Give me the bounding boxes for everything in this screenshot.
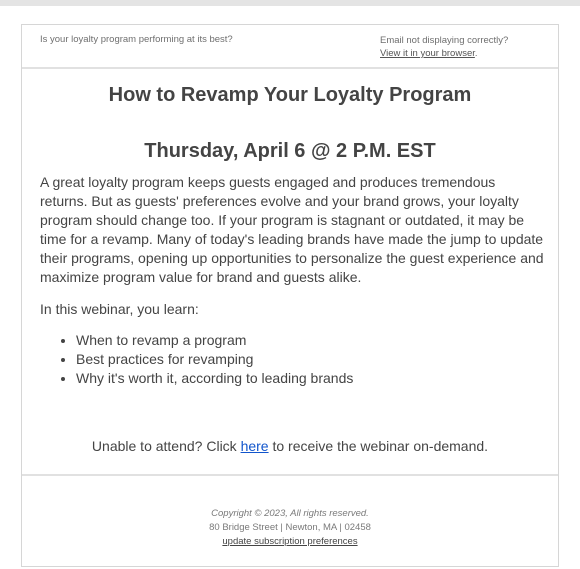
header-divider [22,67,558,69]
on-demand-cta [22,438,558,454]
cta-prefix: Unable to attend? Click [91,438,241,454]
email-container [21,24,559,567]
view-in-browser-line [380,47,508,60]
address-text: 80 Bridge Street | Newton, MA | 02458 [209,522,371,533]
top-bar [0,0,580,6]
learn-list [40,331,353,388]
view-in-browser-link[interactable]: View it in your browser [380,48,475,59]
view-in-browser-suffix: . [474,48,478,59]
view-in-browser-block [380,34,508,60]
cta-suffix: to receive the webinar on-demand. [268,438,489,454]
preheader-teaser: Is your loyalty program performing at its best? [40,34,233,45]
copyright-text: Copyright © 2023, All rights reserved. [211,508,369,519]
learn-intro: In this webinar, you learn: [40,301,199,317]
list-item: • Best practices for revamping [76,350,353,369]
subscription-preferences-link[interactable]: update subscription preferences [222,536,358,547]
email-issue-text: Email not displaying correctly? [380,35,509,46]
footer-divider [22,474,558,476]
webinar-date: Thursday, April 6 @ 2 P.M. EST [144,140,436,162]
on-demand-link[interactable]: here [240,438,269,454]
intro-paragraph: A great loyalty program keeps guests engaged and produces tremendous returns. But as guests' preferences evolve and your brand grows, your loyalty program should change too. If your program is stagnant or outdated, it may be time for a revamp. Many of today's leading brands have made the jump to update their programs, opening up opportunities to personalize the guest experience and maximize program value for brand and guests alike. [40,174,544,285]
list-item: • Why it's worth it, according to leading brands [76,369,353,388]
list-item: • When to revamp a program [76,331,353,350]
webinar-title: How to Revamp Your Loyalty Program [108,84,472,106]
footer [22,507,558,549]
preheader [22,25,558,67]
